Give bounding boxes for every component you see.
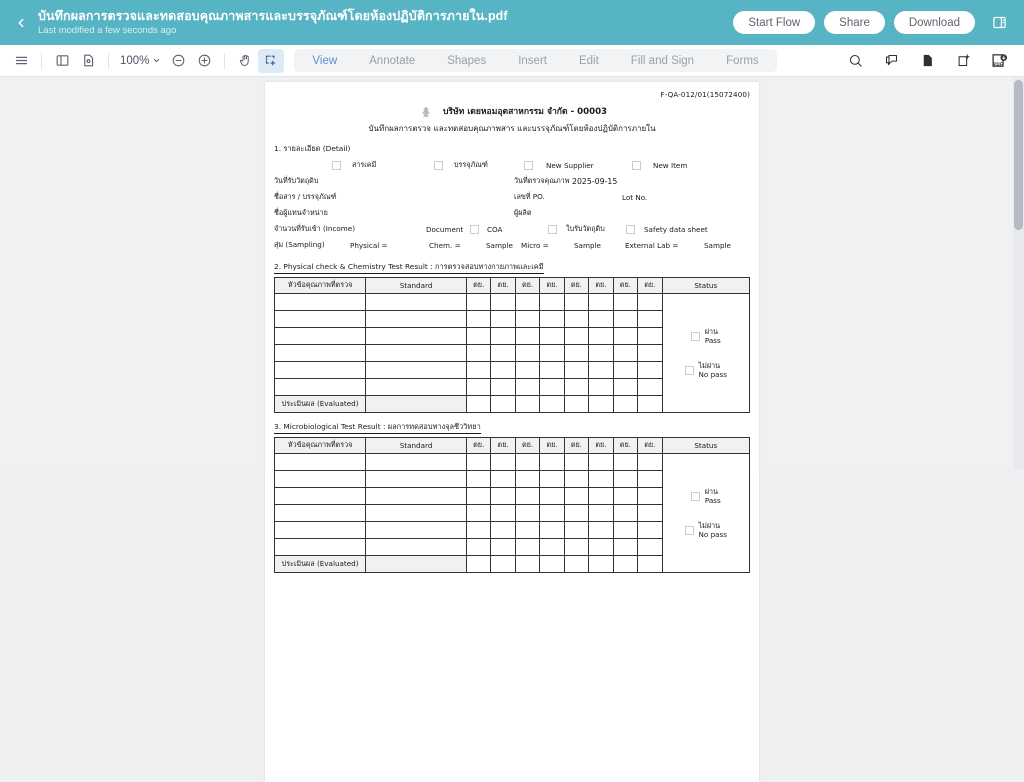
tab-insert[interactable]: Insert bbox=[518, 54, 547, 67]
add-page-button[interactable] bbox=[950, 49, 976, 73]
checkbox-new-item[interactable] bbox=[632, 161, 641, 170]
cell[interactable] bbox=[466, 505, 490, 522]
cell[interactable] bbox=[613, 328, 637, 345]
receive-date-label: วันที่รับวัตถุดิบ bbox=[274, 175, 319, 185]
company-logo-icon bbox=[417, 105, 435, 118]
checkbox-chemical[interactable] bbox=[332, 161, 341, 170]
toolbar-divider bbox=[224, 53, 225, 69]
cell[interactable] bbox=[589, 362, 613, 379]
table-row[interactable] bbox=[275, 294, 750, 311]
cell[interactable] bbox=[366, 488, 467, 505]
cell[interactable] bbox=[275, 488, 366, 505]
checkbox-sds[interactable] bbox=[626, 225, 635, 234]
cell[interactable] bbox=[540, 379, 564, 396]
checkbox-no-pass[interactable] bbox=[685, 366, 694, 375]
cell[interactable] bbox=[638, 396, 662, 413]
zoom-level-select[interactable] bbox=[116, 55, 165, 67]
cell[interactable] bbox=[366, 522, 467, 539]
cell[interactable] bbox=[275, 345, 366, 362]
col-status: Status bbox=[662, 438, 749, 454]
cell[interactable] bbox=[638, 522, 662, 539]
tab-shapes[interactable]: Shapes bbox=[447, 54, 487, 67]
back-button[interactable] bbox=[8, 10, 34, 36]
zoom-out-button[interactable] bbox=[165, 49, 191, 73]
cell[interactable] bbox=[613, 311, 637, 328]
cell[interactable] bbox=[366, 362, 467, 379]
document-label: Document bbox=[426, 224, 464, 234]
tab-edit[interactable]: Edit bbox=[578, 54, 599, 67]
tab-view[interactable]: View bbox=[312, 54, 338, 67]
company-name: บริษัท เดยหอมอุตสาหกรรม จำกัด - 00003 bbox=[442, 107, 608, 117]
micro-label: Micro = bbox=[521, 240, 549, 250]
cell[interactable] bbox=[515, 362, 539, 379]
cell[interactable] bbox=[638, 379, 662, 396]
cell[interactable] bbox=[589, 471, 613, 488]
cell[interactable] bbox=[366, 471, 467, 488]
lot-number-label: Lot No. bbox=[622, 192, 648, 202]
cell[interactable] bbox=[564, 471, 588, 488]
section3-title: 3. Microbiological Test Result : ผลการทดสอบทางจุลชีววิทยา bbox=[274, 421, 481, 434]
checkbox-receipt[interactable] bbox=[548, 225, 557, 234]
cell[interactable] bbox=[491, 396, 515, 413]
cell[interactable] bbox=[613, 556, 637, 573]
tab-fill-and-sign[interactable]: Fill and Sign bbox=[630, 54, 695, 67]
col-standard: Standard bbox=[366, 438, 467, 454]
tool-tabs bbox=[294, 49, 776, 72]
cell[interactable] bbox=[515, 556, 539, 573]
cell[interactable] bbox=[638, 454, 662, 471]
export-pdf-button[interactable] bbox=[986, 49, 1012, 73]
zoom-in-icon bbox=[197, 53, 212, 68]
maker-label: ผู้ผลิต bbox=[514, 207, 532, 217]
cell[interactable] bbox=[540, 488, 564, 505]
checkbox-new-supplier-label: New Supplier bbox=[546, 160, 594, 170]
search-button[interactable] bbox=[842, 49, 868, 73]
document-subtitle: บันทึกผลการตรวจ และทดสอบคุณภาพสาร และบรรจุภัณฑ์โดยห้องปฏิบัติการภายใน bbox=[368, 124, 656, 133]
status-fail-option[interactable] bbox=[685, 361, 728, 380]
comment-button[interactable] bbox=[878, 49, 904, 73]
cell[interactable] bbox=[589, 454, 613, 471]
receipt-label: ใบรับวัตถุดิบ bbox=[566, 223, 605, 233]
col-sample-6: ตย. bbox=[589, 278, 613, 294]
cell[interactable] bbox=[589, 379, 613, 396]
status-pass-option[interactable] bbox=[691, 327, 721, 346]
cell[interactable] bbox=[564, 488, 588, 505]
cell[interactable] bbox=[515, 311, 539, 328]
status-fail-option[interactable] bbox=[685, 521, 728, 540]
col-sample-8: ตย. bbox=[638, 278, 662, 294]
status-pass-en: Pass bbox=[704, 496, 721, 505]
checkbox-pass[interactable] bbox=[691, 332, 700, 341]
status-pass-en: Pass bbox=[704, 336, 721, 345]
cell[interactable] bbox=[613, 471, 637, 488]
export-pdf-icon bbox=[991, 52, 1008, 69]
cell[interactable] bbox=[515, 539, 539, 556]
cell[interactable] bbox=[466, 539, 490, 556]
cell[interactable] bbox=[540, 362, 564, 379]
cell[interactable] bbox=[589, 294, 613, 311]
col-sample-6: ตย. bbox=[589, 438, 613, 454]
cell[interactable] bbox=[491, 488, 515, 505]
status-fail-en: No pass bbox=[698, 370, 728, 379]
cell[interactable] bbox=[491, 311, 515, 328]
cell[interactable] bbox=[275, 522, 366, 539]
cell[interactable] bbox=[466, 294, 490, 311]
cell[interactable] bbox=[564, 345, 588, 362]
page-title: บันทึกผลการตรวจและทดสอบคุณภาพสารและบรรจุภัณฑ์โดยห้องปฏิบัติการภายใน.pdf bbox=[38, 8, 508, 23]
checkbox-packaging[interactable] bbox=[434, 161, 443, 170]
chem-label: Chem. = bbox=[429, 240, 461, 250]
cell[interactable] bbox=[466, 328, 490, 345]
cell[interactable] bbox=[613, 379, 637, 396]
hand-pan-icon bbox=[238, 53, 253, 68]
cell[interactable] bbox=[540, 345, 564, 362]
header-actions bbox=[733, 11, 1010, 34]
cell[interactable] bbox=[275, 505, 366, 522]
cell[interactable] bbox=[564, 311, 588, 328]
cell[interactable] bbox=[564, 505, 588, 522]
cell[interactable] bbox=[589, 505, 613, 522]
cell[interactable] bbox=[638, 328, 662, 345]
company-header bbox=[274, 104, 750, 118]
cell[interactable] bbox=[275, 379, 366, 396]
sidebar-panel-button[interactable] bbox=[49, 49, 75, 73]
income-row bbox=[274, 221, 750, 237]
col-quality-topic: หัวข้อคุณภาพที่ตรวจ bbox=[275, 438, 366, 454]
zoom-in-button[interactable] bbox=[191, 49, 217, 73]
right-panel-toggle-icon bbox=[992, 15, 1007, 30]
cell[interactable] bbox=[613, 396, 637, 413]
cell[interactable] bbox=[275, 471, 366, 488]
sampling-row bbox=[274, 237, 750, 253]
external-lab-label: External Lab = bbox=[625, 240, 679, 250]
status-pass-option[interactable] bbox=[691, 487, 721, 506]
cell[interactable] bbox=[564, 539, 588, 556]
cell[interactable] bbox=[589, 488, 613, 505]
col-sample-3: ตย. bbox=[515, 278, 539, 294]
cell[interactable] bbox=[491, 454, 515, 471]
cell[interactable] bbox=[491, 362, 515, 379]
pdf-page bbox=[265, 82, 759, 782]
scrollbar-thumb[interactable] bbox=[1014, 80, 1023, 230]
toolbar-right-actions bbox=[842, 49, 1016, 73]
search-icon bbox=[848, 53, 863, 68]
cell[interactable] bbox=[466, 454, 490, 471]
col-standard: Standard bbox=[366, 278, 467, 294]
col-sample-8: ตย. bbox=[638, 438, 662, 454]
toolbar-divider bbox=[41, 53, 42, 69]
microbiological-table bbox=[274, 437, 750, 573]
cell[interactable] bbox=[491, 345, 515, 362]
cell[interactable] bbox=[466, 522, 490, 539]
cell[interactable] bbox=[613, 539, 637, 556]
status-pass-labels bbox=[705, 327, 721, 346]
cell[interactable] bbox=[589, 522, 613, 539]
status-fail-en: No pass bbox=[698, 530, 728, 539]
chevron-down-icon bbox=[152, 56, 161, 65]
cell[interactable] bbox=[638, 345, 662, 362]
sample-label-2: Sample bbox=[574, 240, 601, 250]
cell[interactable] bbox=[613, 294, 637, 311]
zoom-out-icon bbox=[171, 53, 186, 68]
table-header-row bbox=[275, 438, 750, 454]
cell[interactable] bbox=[466, 362, 490, 379]
tab-forms[interactable]: Forms bbox=[726, 54, 759, 67]
col-status: Status bbox=[662, 278, 749, 294]
section1-title: 1. รายละเอียด (Detail) bbox=[274, 144, 351, 153]
cell[interactable] bbox=[613, 488, 637, 505]
status-options bbox=[663, 327, 749, 380]
right-panel-toggle-button[interactable] bbox=[988, 12, 1010, 34]
tab-annotate[interactable]: Annotate bbox=[369, 54, 416, 67]
checkbox-chemical-label: สารเคมี bbox=[352, 159, 377, 169]
cell[interactable] bbox=[366, 539, 467, 556]
checkbox-coa[interactable] bbox=[470, 225, 479, 234]
select-area-button[interactable] bbox=[258, 49, 284, 73]
last-modified-text: Last modified a few seconds ago bbox=[38, 24, 177, 36]
cell[interactable] bbox=[491, 379, 515, 396]
cell[interactable] bbox=[564, 294, 588, 311]
cell[interactable] bbox=[491, 539, 515, 556]
col-sample-2: ตย. bbox=[491, 278, 515, 294]
qc-date-label: วันที่ตรวจคุณภาพ bbox=[514, 175, 570, 185]
status-fail-th: ไม่ผ่าน bbox=[698, 360, 721, 370]
cell[interactable] bbox=[466, 379, 490, 396]
cell[interactable] bbox=[466, 345, 490, 362]
sample-label-3: Sample bbox=[704, 240, 731, 250]
cell[interactable] bbox=[366, 454, 467, 471]
cell[interactable] bbox=[564, 362, 588, 379]
cell[interactable] bbox=[366, 294, 467, 311]
section1-checkbox-row bbox=[274, 157, 750, 173]
receive-date-row bbox=[274, 173, 750, 189]
col-sample-1: ตย. bbox=[466, 278, 490, 294]
col-sample-3: ตย. bbox=[515, 438, 539, 454]
sample-label-1: Sample bbox=[486, 240, 513, 250]
sds-label: Safety data sheet bbox=[644, 224, 708, 234]
cell[interactable] bbox=[466, 488, 490, 505]
cell[interactable] bbox=[515, 345, 539, 362]
checkbox-no-pass[interactable] bbox=[685, 526, 694, 535]
sidebar-panel-icon bbox=[55, 53, 70, 68]
checkbox-packaging-label: บรรจุภัณฑ์ bbox=[454, 159, 488, 169]
table-row[interactable] bbox=[275, 454, 750, 471]
cell[interactable] bbox=[589, 345, 613, 362]
download-button[interactable]: Download bbox=[894, 11, 975, 34]
checkbox-pass[interactable] bbox=[691, 492, 700, 501]
cell[interactable] bbox=[638, 294, 662, 311]
cell[interactable] bbox=[275, 311, 366, 328]
cell[interactable] bbox=[613, 454, 637, 471]
cell[interactable] bbox=[564, 454, 588, 471]
cell[interactable] bbox=[275, 362, 366, 379]
select-area-icon bbox=[264, 53, 279, 68]
status-cell bbox=[662, 294, 749, 413]
cell[interactable] bbox=[589, 539, 613, 556]
cell[interactable] bbox=[613, 522, 637, 539]
sampling-label: สุ่ม (Sampling) bbox=[274, 239, 325, 249]
cell[interactable] bbox=[564, 396, 588, 413]
cell[interactable] bbox=[515, 505, 539, 522]
status-cell bbox=[662, 454, 749, 573]
cell[interactable] bbox=[515, 522, 539, 539]
evaluated-label: ประเมินผล (Evaluated) bbox=[275, 556, 366, 573]
cell[interactable] bbox=[366, 328, 467, 345]
qc-date-value[interactable]: 2025-09-15 bbox=[572, 176, 618, 186]
cell[interactable] bbox=[638, 556, 662, 573]
physical-chemistry-table bbox=[274, 277, 750, 413]
cell[interactable] bbox=[589, 311, 613, 328]
cell[interactable] bbox=[466, 556, 490, 573]
cell[interactable] bbox=[466, 311, 490, 328]
pan-tool-button[interactable] bbox=[232, 49, 258, 73]
status-fail-labels bbox=[699, 361, 728, 380]
income-label: จำนวนที่รับเข้า (Income) bbox=[274, 223, 356, 233]
section2-title: 2. Physical check & Chemistry Test Result : การตรวจสอบทางกายภาพและเคมี bbox=[274, 261, 544, 274]
cell[interactable] bbox=[515, 471, 539, 488]
status-fail-th: ไม่ผ่าน bbox=[698, 520, 721, 530]
col-sample-7: ตย. bbox=[613, 278, 637, 294]
cell[interactable] bbox=[613, 362, 637, 379]
cell[interactable] bbox=[638, 471, 662, 488]
page-thumbnail-button[interactable] bbox=[75, 49, 101, 73]
coa-label: COA bbox=[487, 224, 503, 234]
cell[interactable] bbox=[540, 522, 564, 539]
col-sample-5: ตย. bbox=[564, 438, 588, 454]
cell[interactable] bbox=[638, 539, 662, 556]
cell[interactable] bbox=[564, 328, 588, 345]
cell[interactable] bbox=[540, 539, 564, 556]
cell[interactable] bbox=[638, 505, 662, 522]
cell[interactable] bbox=[540, 396, 564, 413]
table-header-row bbox=[275, 278, 750, 294]
hamburger-menu-button[interactable] bbox=[8, 49, 34, 73]
cell[interactable] bbox=[366, 396, 467, 413]
cell[interactable] bbox=[491, 294, 515, 311]
cell[interactable] bbox=[540, 294, 564, 311]
cell[interactable] bbox=[466, 471, 490, 488]
cell[interactable] bbox=[491, 522, 515, 539]
col-sample-4: ตย. bbox=[540, 278, 564, 294]
add-page-icon bbox=[956, 53, 971, 68]
cell[interactable] bbox=[589, 396, 613, 413]
page-button[interactable] bbox=[914, 49, 940, 73]
cell[interactable] bbox=[275, 454, 366, 471]
cell[interactable] bbox=[491, 505, 515, 522]
cell[interactable] bbox=[540, 454, 564, 471]
material-name-label: ชื่อสาร / บรรจุภัณฑ์ bbox=[274, 191, 337, 201]
col-sample-1: ตย. bbox=[466, 438, 490, 454]
zoom-level-value: 100% bbox=[120, 54, 150, 67]
status-fail-labels bbox=[699, 521, 728, 540]
status-pass-labels bbox=[705, 487, 721, 506]
cell[interactable] bbox=[589, 556, 613, 573]
col-sample-4: ตย. bbox=[540, 438, 564, 454]
cell[interactable] bbox=[613, 345, 637, 362]
cell[interactable] bbox=[564, 522, 588, 539]
vertical-scrollbar[interactable] bbox=[1013, 78, 1024, 469]
col-sample-2: ตย. bbox=[491, 438, 515, 454]
cell[interactable] bbox=[540, 311, 564, 328]
cell[interactable] bbox=[366, 505, 467, 522]
cell[interactable] bbox=[275, 294, 366, 311]
cell[interactable] bbox=[515, 294, 539, 311]
material-row bbox=[274, 189, 750, 205]
cell[interactable] bbox=[515, 396, 539, 413]
cell[interactable] bbox=[540, 505, 564, 522]
cell[interactable] bbox=[564, 556, 588, 573]
cell[interactable] bbox=[366, 311, 467, 328]
checkbox-new-item-label: New Item bbox=[653, 160, 688, 170]
po-number-label: เลขที่ PO. bbox=[514, 191, 545, 201]
dealer-name-label: ชื่อผู้แทนจำหน่าย bbox=[274, 207, 328, 217]
cell[interactable] bbox=[540, 328, 564, 345]
app-header bbox=[0, 0, 1024, 45]
status-options bbox=[663, 487, 749, 540]
cell[interactable] bbox=[275, 539, 366, 556]
cell[interactable] bbox=[491, 556, 515, 573]
col-quality-topic: หัวข้อคุณภาพที่ตรวจ bbox=[275, 278, 366, 294]
checkbox-new-supplier[interactable] bbox=[524, 161, 533, 170]
cell[interactable] bbox=[515, 379, 539, 396]
cell[interactable] bbox=[491, 328, 515, 345]
document-title-block bbox=[38, 9, 508, 37]
dealer-row bbox=[274, 205, 750, 221]
cell[interactable] bbox=[491, 471, 515, 488]
cell[interactable] bbox=[366, 556, 467, 573]
form-code: F-QA-012/01(15072400) bbox=[660, 90, 750, 99]
cell[interactable] bbox=[366, 379, 467, 396]
evaluated-label: ประเมินผล (Evaluated) bbox=[275, 396, 366, 413]
col-sample-5: ตย. bbox=[564, 278, 588, 294]
cell[interactable] bbox=[638, 488, 662, 505]
cell[interactable] bbox=[638, 362, 662, 379]
start-flow-button[interactable]: Start Flow bbox=[733, 11, 815, 34]
cell[interactable] bbox=[515, 488, 539, 505]
status-pass-th: ผ่าน bbox=[704, 486, 718, 496]
cell[interactable] bbox=[540, 556, 564, 573]
cell[interactable] bbox=[515, 454, 539, 471]
toolbar bbox=[0, 45, 1024, 77]
physical-label: Physical = bbox=[350, 240, 388, 250]
hamburger-menu-icon bbox=[14, 53, 29, 68]
cell[interactable] bbox=[466, 396, 490, 413]
status-pass-th: ผ่าน bbox=[704, 326, 718, 336]
svg-text:PDF: PDF bbox=[993, 61, 1003, 67]
page-icon bbox=[920, 53, 935, 68]
col-sample-7: ตย. bbox=[613, 438, 637, 454]
cell[interactable] bbox=[564, 379, 588, 396]
toolbar-divider bbox=[108, 53, 109, 69]
comment-icon bbox=[884, 53, 899, 68]
cell[interactable] bbox=[366, 345, 467, 362]
share-button[interactable]: Share bbox=[824, 11, 885, 34]
cell[interactable] bbox=[638, 311, 662, 328]
chevron-left-icon bbox=[14, 16, 28, 30]
page-thumbnail-icon bbox=[81, 53, 96, 68]
cell[interactable] bbox=[540, 471, 564, 488]
cell[interactable] bbox=[275, 328, 366, 345]
document-viewport[interactable] bbox=[0, 78, 1024, 568]
cell[interactable] bbox=[515, 328, 539, 345]
cell[interactable] bbox=[613, 505, 637, 522]
cell[interactable] bbox=[589, 328, 613, 345]
